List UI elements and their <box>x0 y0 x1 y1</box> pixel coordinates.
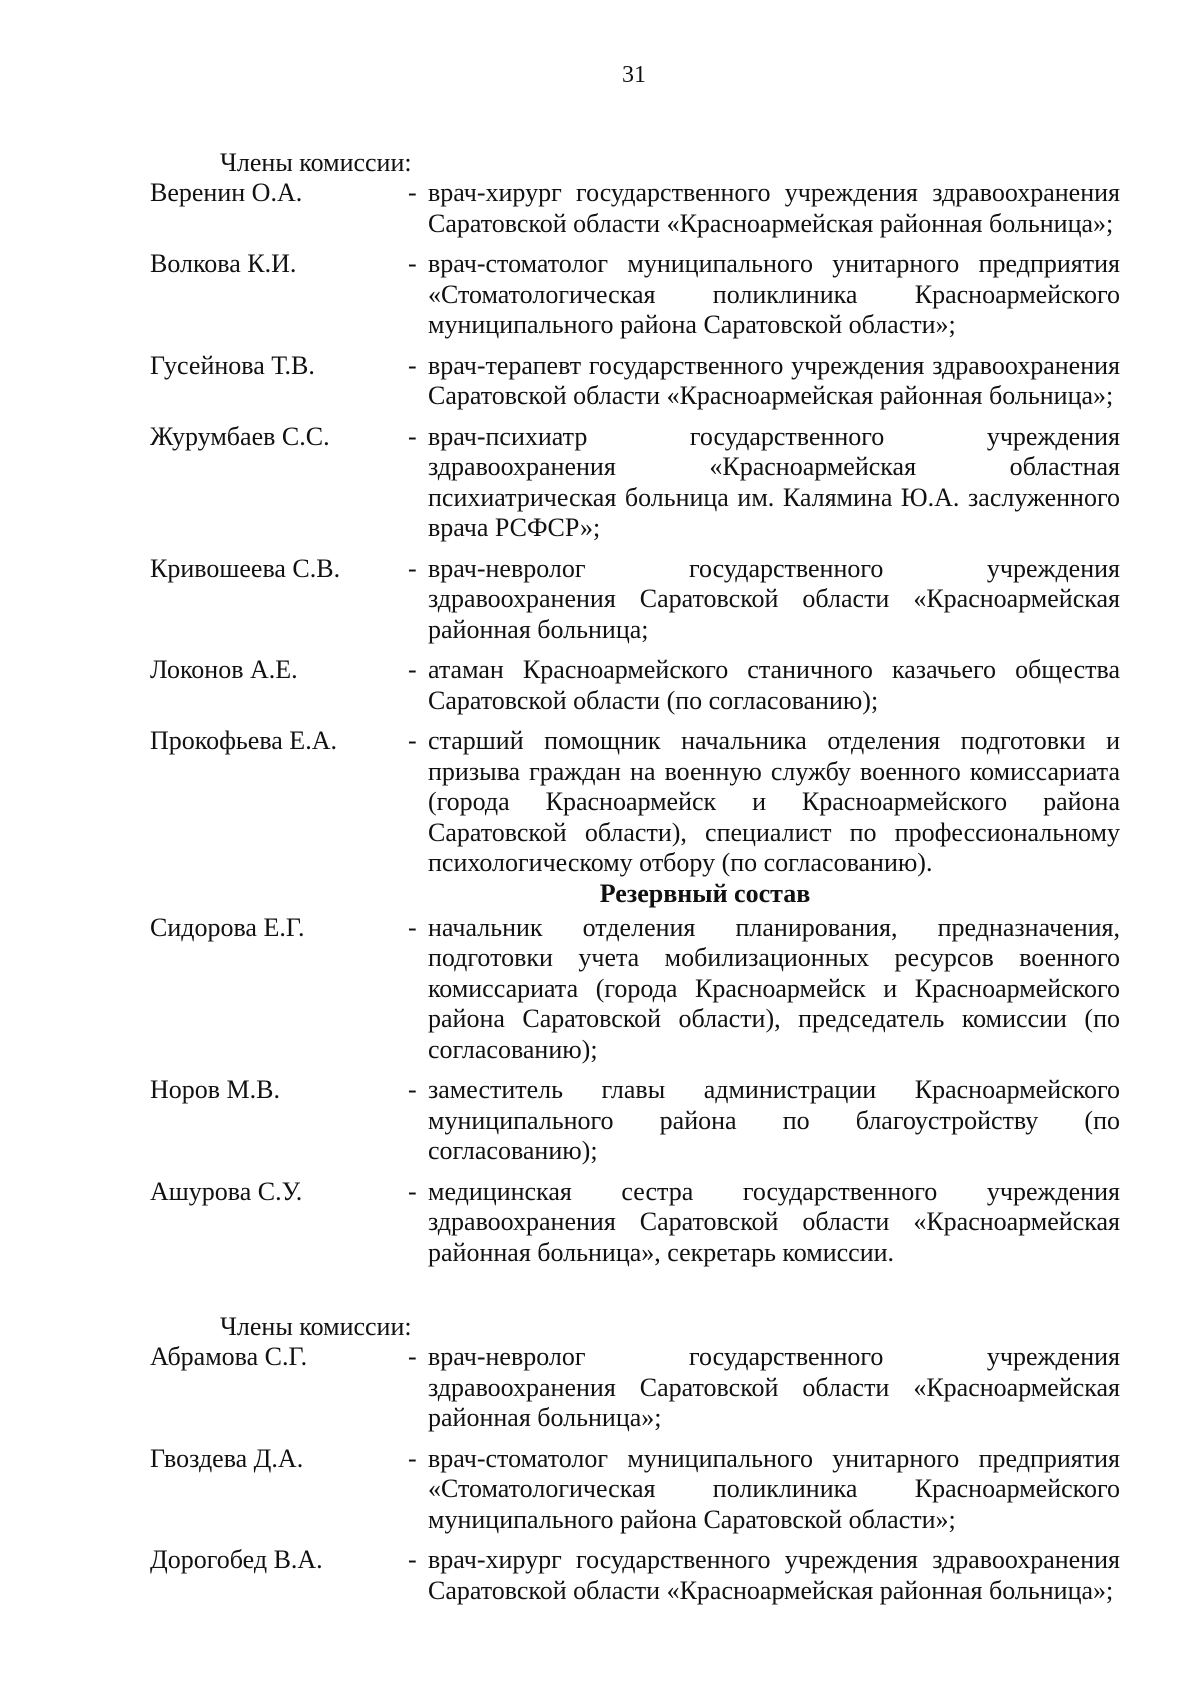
member-role: врач-стоматолог муниципального унитарного предприятия «Стоматологическая поликлиника Красноармейского муниципального района Саратовской области»; <box>428 249 1120 339</box>
member-entry: Гвоздева Д.А. - врач-стоматолог муниципального унитарного предприятия «Стоматологическая поликлиника Красноармейского муниципального района Саратовской области»; <box>150 1443 1120 1534</box>
member-entry: Гусейнова Т.В. - врач-терапевт государственного учреждения здравоохранения Саратовской области «Красноармейская районная больница»; <box>150 350 1120 410</box>
member-name: Норов М.В. <box>150 1075 281 1104</box>
member-entry: Волкова К.И. - врач-стоматолог муниципального унитарного предприятия «Стоматологическая поликлиника Красноармейского муниципального района Саратовской области»; <box>150 249 1120 339</box>
member-entry: Локонов А.Е. - атаман Красноармейского станичного казачьего общества Саратовской области (по согласованию); <box>150 655 1120 715</box>
member-name: Ашурова С.У. <box>150 1176 303 1206</box>
member-name: Локонов А.Е. <box>150 655 298 684</box>
member-role: старший помощник начальника отделения подготовки и призыва граждан на военную службу военного комиссариата (города Красноармейск и Красноармейского района Саратовской области), специалист по профессиональному психологическому отбору (по согласованию). <box>428 726 1120 877</box>
reserve-entry: Норов М.В. - заместитель главы администрации Красноармейского муниципального района по благоустройству (по согласованию); <box>150 1075 1120 1165</box>
member-role: врач-невролог государственного учреждения здравоохранения Саратовской области «Красноармейская районная больница; <box>428 553 1120 644</box>
member-entry: Дорогобед В.А. - врач-хирург государственного учреждения здравоохранения Саратовской области «Красноармейская районная больница»; <box>150 1545 1120 1605</box>
member-name: Журумбаев С.С. <box>150 421 330 451</box>
member-role: врач-хирург государственного учреждения здравоохранения Саратовской области «Красноармейская районная больница»; <box>428 1545 1120 1605</box>
member-role: врач-хирург государственного учреждения здравоохранения Саратовской области «Красноармейская районная больница»; <box>428 178 1120 238</box>
member-name: Веренин О.А. <box>150 178 303 207</box>
member-role: медицинская сестра государственного учреждения здравоохранения Саратовской области «Красноармейская районная больница», секретарь комиссии. <box>428 1176 1120 1267</box>
member-role: атаман Красноармейского станичного казачьего общества Саратовской области (по согласованию); <box>428 655 1120 715</box>
member-role: врач-стоматолог муниципального унитарного предприятия «Стоматологическая поликлиника Красноармейского муниципального района Саратовской области»; <box>428 1443 1120 1534</box>
reserve-members-heading: Члены комиссии: <box>220 1312 412 1341</box>
member-role: врач-терапевт государственного учреждения здравоохранения Саратовской области «Красноармейская районная больница»; <box>428 350 1120 410</box>
member-name: Гусейнова Т.В. <box>150 350 315 380</box>
member-name: Гвоздева Д.А. <box>150 1443 304 1473</box>
member-name: Прокофьева Е.А. <box>150 726 337 755</box>
member-name: Сидорова Е.Г. <box>150 912 305 942</box>
member-entry: Веренин О.А. - врач-хирург государственного учреждения здравоохранения Саратовской области «Красноармейская районная больница»; <box>150 178 1120 238</box>
member-entry: Журумбаев С.С. - врач-психиатр государственного учреждения здравоохранения «Красноармейская областная психиатрическая больница им. Калямина Ю.А. заслуженного врача РСФСР»; <box>150 421 1120 542</box>
reserve-title: Резервный состав <box>599 878 811 908</box>
reserve-entry: Сидорова Е.Г. - начальник отделения планирования, предназначения, подготовки учета мобилизационных ресурсов военного комиссариата (города Красноармейск и Красноармейского района Саратовской области), председатель комиссии (по согласованию); <box>150 912 1120 1064</box>
page-number: 31 <box>622 62 646 88</box>
member-name: Абрамова С.Г. <box>150 1342 308 1371</box>
member-role: врач-невролог государственного учреждения здравоохранения Саратовской области «Красноармейская районная больница»; <box>428 1342 1120 1432</box>
members-section-main <box>150 148 1120 1606</box>
member-entry: Абрамова С.Г. - врач-невролог государственного учреждения здравоохранения Саратовской области «Красноармейская районная больница»; <box>150 1342 1120 1432</box>
member-entry: Прокофьева Е.А. - старший помощник начальника отделения подготовки и призыва граждан на военную службу военного комиссариата (города Красноармейск и Красноармейского района Саратовской области), специалист по профессиональному психологическому отбору (по согласованию). <box>150 726 1120 877</box>
member-name: Волкова К.И. <box>150 249 297 278</box>
member-name: Дорогобед В.А. <box>150 1545 323 1574</box>
member-name: Кривошеева С.В. <box>150 553 341 583</box>
member-role: начальник отделения планирования, предназначения, подготовки учета мобилизационных ресурсов военного комиссариата (города Красноармейск и Красноармейского района Саратовской области), председатель комиссии (по согласованию); <box>428 912 1120 1064</box>
members-heading: Члены комиссии: <box>220 148 412 177</box>
reserve-entry: Ашурова С.У. - медицинская сестра государственного учреждения здравоохранения Саратовской области «Красноармейская районная больница», секретарь комиссии. <box>150 1176 1120 1267</box>
member-role: заместитель главы администрации Красноармейского муниципального района по благоустройству (по согласованию); <box>428 1075 1120 1165</box>
member-entry: Кривошеева С.В. - врач-невролог государственного учреждения здравоохранения Саратовской области «Красноармейская районная больница; <box>150 553 1120 644</box>
member-role: врач-психиатр государственного учреждения здравоохранения «Красноармейская областная психиатрическая больница им. Калямина Ю.А. заслуженного врача РСФСР»; <box>428 421 1120 542</box>
